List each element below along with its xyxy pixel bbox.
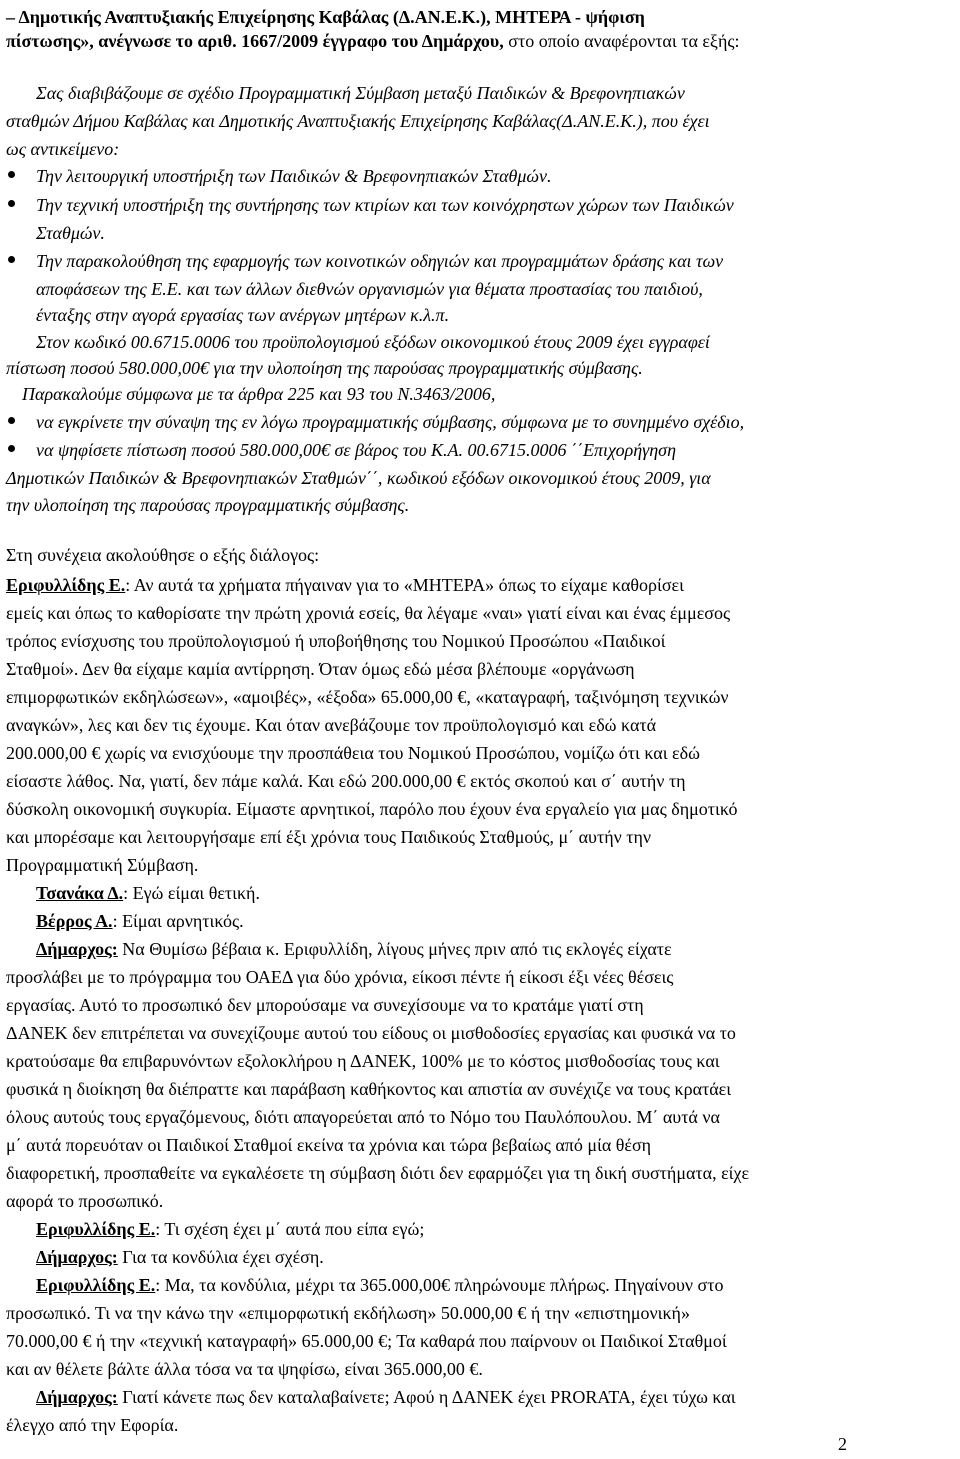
speaker-name: Εριφυλλίδης Ε. — [36, 1219, 156, 1239]
header-line-2-c: στο οποίο αναφέρονται τα εξής: — [503, 31, 740, 51]
speaker-name: Δήμαρχος: — [36, 1387, 118, 1407]
speaker-name: Εριφυλλίδης Ε. — [6, 575, 126, 595]
speech-text: : Μα, τα κονδύλια, μέχρι τα 365.000,00€ πληρώνουμε πλήρως. Πηγαίνουν στο — [155, 1275, 724, 1295]
speech-1-line-4: Σταθμοί». Δεν θα είχαμε καμία αντίρρηση. Όταν όμως εδώ μέσα βλέπουμε «οργάνωση — [6, 659, 635, 679]
quote-req-bullet-2-line-3: την υλοποίηση της παρούσας προγραμματικής σύμβασης. — [6, 495, 410, 515]
quote-bullet-3-line-3: ένταξης στην αγορά εργασίας των ανέργων μητέρων κ.λ.π. — [36, 305, 450, 325]
bullet-dot — [8, 171, 15, 178]
speech-1-line-3: τρόπος ενίσχυσης του προϋπολογισμού ή υποβοήθησης του Νομικού Προσώπου «Παιδικοί — [6, 631, 666, 651]
quote-bullet-3-line-2: αποφάσεων της Ε.Ε. και των άλλων διεθνών οργανισμών για θέματα προστασίας του παιδιού, — [36, 279, 703, 299]
speech-4-line-7: όλους αυτούς τους εργαζόμενους, διότι απαγορεύεται από το Νόμο του Παυλόπουλου. Μ΄ αυτά να — [6, 1107, 720, 1127]
speech-3 — [36, 909, 244, 933]
speech-1-line-7: 200.000,00 € χωρίς να ενισχύουμε την προσπάθεια του Νομικού Προσώπου, νομίζω ότι και εδώ — [6, 743, 700, 763]
speech-1-line-1 — [6, 573, 684, 597]
quote-code-line-1: Στον κωδικό 00.6715.0006 του προϋπολογισμού εξόδων οικονομικού έτους 2009 έχει εγγραφεί — [36, 332, 710, 352]
speech-4-line-9: διαφορετική, προσπαθείτε να εγκαλέσετε τη σύμβαση διότι δεν εφαρμόζει για τη δική συστήματα, είχε — [6, 1163, 750, 1183]
header-line-1: – Δημοτικής Αναπτυξιακής Επιχείρησης Καβάλας (Δ.ΑΝ.Ε.Κ.), ΜΗΤΕΡΑ - ψήφιση — [6, 7, 645, 27]
speech-text: Για τα κονδύλια έχει σχέση. — [117, 1247, 324, 1267]
header-line-2-a: πίστωσης», ανέγνωσε το αριθ. 1667/2009 έγγραφο — [6, 31, 392, 51]
quote-req-bullet-2-line-1: να ψηφίσετε πίστωση ποσού 580.000,00€ σε βάρος του Κ.Α. 00.6715.0006 ΄΄Επιχορήγηση — [36, 440, 676, 460]
speech-8-line-2: έλεγχο από την Εφορία. — [6, 1415, 179, 1435]
speech-6 — [36, 1245, 324, 1269]
speaker-name: Βέρρος Α. — [36, 911, 113, 931]
header-line-2-b: του Δημάρχου, — [391, 31, 504, 51]
speech-8-line-1 — [36, 1385, 736, 1409]
speech-text: : Είμαι αρνητικός. — [112, 911, 244, 931]
speech-5 — [36, 1217, 424, 1241]
speaker-name: Εριφυλλίδης Ε. — [36, 1275, 156, 1295]
speech-1-line-9: δύσκολη οικονομική συγκυρία. Είμαστε αρνητικοί, παρόλο που έχουν ένα εργαλείο για μας δημοτικό — [6, 799, 738, 819]
speech-7-line-2: προσωπικό. Τι να την κάνω την «επιμορφωτική εκδήλωση» 50.000,00 € ή την «επιστημονική» — [6, 1303, 690, 1323]
speech-1-line-8: είσαστε λάθος. Να, γιατί, δεν πάμε καλά. Και εδώ 200.000,00 € εκτός σκοπού και σ΄ αυτήν τη — [6, 771, 686, 791]
speech-1-line-5: επιμορφωτικών εκδηλώσεων», «αμοιβές», «έξοδα» 65.000,00 €, «καταγραφή, ταξινόμηση τεχνικών — [6, 687, 729, 707]
speech-4-line-5: κρατούσαμε θα επιβαρυνόντων εξολοκλήρου η ΔΑΝΕΚ, 100% με το κόστος μισθοδοσίας τους και — [6, 1051, 720, 1071]
bullet-dot — [8, 417, 15, 424]
quote-req-bullet-2-line-2: Δημοτικών Παιδικών & Βρεφονηπιακών Σταθμών΄΄, κωδικού εξόδων οικονομικού έτους 2009, για — [6, 468, 711, 488]
quote-bullet-1-line-1: Την λειτουργική υποστήριξη των Παιδικών & Βρεφονηπιακών Σταθμών. — [36, 166, 552, 186]
bullet-dot — [8, 445, 15, 452]
dialogue-intro: Στη συνέχεια ακολούθησε ο εξής διάλογος: — [6, 545, 320, 565]
bullet-dot — [8, 200, 15, 207]
speech-text: : Αν αυτά τα χρήματα πήγαιναν για το «ΜΗΤΕΡΑ» όπως το είχαμε καθορίσει — [125, 575, 684, 595]
quote-request: Παρακαλούμε σύμφωνα με τα άρθρα 225 και 93 του Ν.3463/2006, — [22, 384, 496, 404]
speech-text: Να Θυμίσω βέβαια κ. Εριφυλλίδη, λίγους μήνες πριν από τις εκλογές είχατε — [117, 939, 672, 959]
speech-4-line-2: προσλάβει με το πρόγραμμα του ΟΑΕΔ για δύο χρόνια, είκοσι πέντε ή είκοσι έξι νέες θέσεις — [6, 967, 674, 987]
bullet-dot — [8, 256, 15, 263]
speech-1-line-6: αναγκών», λες και δεν τις έχουμε. Και όταν ανεβάζουμε τον προϋπολογισμό και εδώ κατά — [6, 715, 657, 735]
speech-text: : Τι σχέση έχει μ΄ αυτά που είπα εγώ; — [155, 1219, 425, 1239]
speech-7-line-4: και αν θέλετε βάλτε άλλα τόσα να τα ψηφίσω, είναι 365.000,00 €. — [6, 1359, 483, 1379]
speaker-name: Δήμαρχος: — [36, 939, 118, 959]
header-line-2 — [6, 29, 740, 53]
quote-p1-line-3: ως αντικείμενο: — [6, 139, 120, 159]
speech-7-line-3: 70.000,00 € ή την «τεχνική καταγραφή» 65.000,00 €; Τα καθαρά που παίρνουν οι Παιδικοί Σταθμοί — [6, 1331, 727, 1351]
quote-bullet-2-line-1: Την τεχνική υποστήριξη της συντήρησης των κτιρίων και των κοινόχρηστων χώρων των Παιδικών — [36, 195, 734, 215]
speaker-name: Τσανάκα Δ. — [36, 883, 124, 903]
speech-1-line-2: εμείς και όπως το καθορίσατε την πρώτη χρονιά εσείς, θα λέγαμε «ναι» γιατί είναι και ένας έμμεσος — [6, 603, 731, 623]
speech-4-line-6: φυσικά η διοίκηση θα διέπραττε και παράβαση καθήκοντος και απιστία αν συνέχιζε να τους κρατάει — [6, 1079, 732, 1099]
page-number: 2 — [838, 1434, 847, 1454]
speech-4-line-4: ΔΑΝΕΚ δεν επιτρέπεται να συνεχίζουμε αυτού του είδους οι μισθοδοσίες εργασίας και φυσικά να το — [6, 1023, 736, 1043]
quote-bullet-2-line-2: Σταθμών. — [36, 223, 105, 243]
speech-4-line-1 — [36, 937, 672, 961]
speech-4-line-10: αφορά το προσωπικό. — [6, 1191, 164, 1211]
speech-text: Γιατί κάνετε πως δεν καταλαβαίνετε; Αφού η ΔΑΝΕΚ έχει PRORATA, έχει τύχω και — [117, 1387, 736, 1407]
speech-2 — [36, 881, 260, 905]
quote-p1-line-2: σταθμών Δήμου Καβάλας και Δημοτικής Αναπτυξιακής Επιχείρησης Καβάλας(Δ.ΑΝ.Ε.Κ.), που έχει — [6, 111, 710, 131]
speech-text: : Εγώ είμαι θετική. — [123, 883, 260, 903]
speech-7-line-1 — [36, 1273, 723, 1297]
speaker-name: Δήμαρχος: — [36, 1247, 118, 1267]
quote-p1-line-1: Σας διαβιβάζουμε σε σχέδιο Προγραμματική Σύμβαση μεταξύ Παιδικών & Βρεφονηπιακών — [36, 83, 685, 103]
speech-4-line-8: μ΄ αυτά πορευόταν οι Παιδικοί Σταθμοί εκείνα τα χρόνια και τώρα βεβαίως από μία θέση — [6, 1135, 652, 1155]
speech-1-line-11: Προγραμματική Σύμβαση. — [6, 855, 199, 875]
speech-1-line-10: και μπορέσαμε και λειτουργήσαμε επί έξι χρόνια τους Παιδικούς Σταθμούς, μ΄ αυτήν την — [6, 827, 652, 847]
speech-4-line-3: εργασίας. Αυτό το προσωπικό δεν μπορούσαμε να συνεχίσουμε να το κρατάμε γιατί στη — [6, 995, 644, 1015]
quote-req-bullet-1: να εγκρίνετε την σύναψη της εν λόγω προγραμματικής σύμβασης, σύμφωνα με το συνημμένο σχέδιο, — [36, 412, 745, 432]
quote-bullet-3-line-1: Την παρακολούθηση της εφαρμογής των κοινοτικών οδηγιών και προγραμμάτων δράσης και των — [36, 251, 724, 271]
quote-code-line-2: πίστωση ποσού 580.000,00€ για την υλοποίηση της παρούσας προγραμματικής σύμβασης. — [6, 358, 643, 378]
